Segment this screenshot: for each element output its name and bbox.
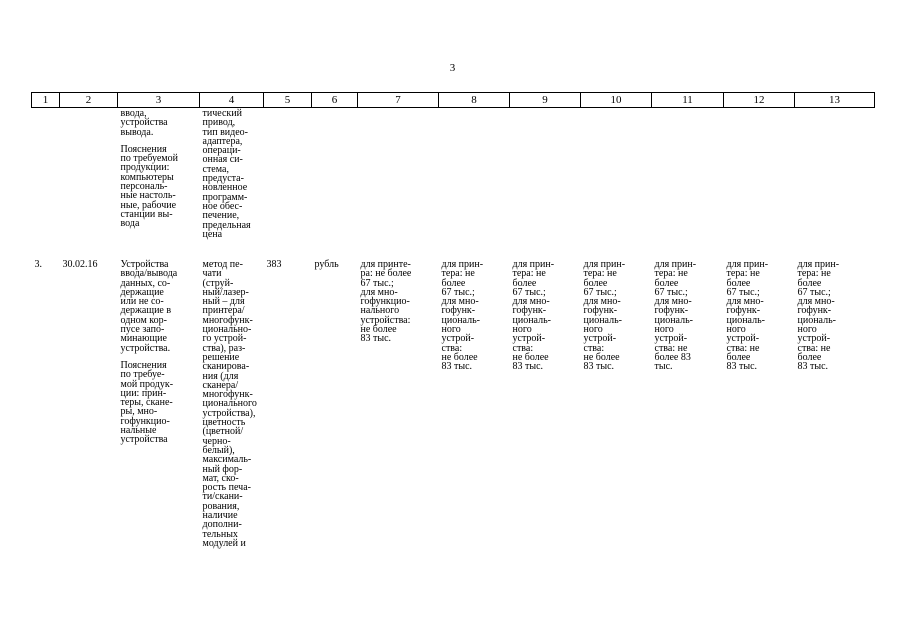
value-text: для прин- тера: не более 67 тыс.; для мно- гофунк- циональ- ного устрой- ства: не более 83 тыс. <box>512 259 555 373</box>
cell-characteristics <box>200 108 264 256</box>
cell-value <box>795 108 875 256</box>
header-row <box>32 93 875 108</box>
header-cell-7: 7 <box>358 93 439 108</box>
header-cell-3: 3 <box>118 93 200 108</box>
cell-value <box>358 108 439 256</box>
cell-value <box>795 255 875 548</box>
value-text: для прин- тера: не более 67 тыс.; для мно- гофунк- циональ- ного устрой- ства: не более 83 тыс. <box>726 259 769 373</box>
cell-code: 30.02.16 <box>62 259 98 270</box>
table-row-continued <box>32 108 875 256</box>
cell-value <box>581 108 652 256</box>
cell-value <box>358 255 439 548</box>
value-text: для прин- тера: не более 67 тыс.; для мно- гофунк- циональ- ного устрой- ства: не более 83 тыс. <box>797 259 840 373</box>
product-name: ввода, устройства вывода. <box>120 108 168 138</box>
header-cell-5: 5 <box>264 93 312 108</box>
cell-number: 3. <box>34 259 42 270</box>
cell-value <box>510 108 581 256</box>
cell-code <box>60 108 118 256</box>
cell-unit-code <box>264 108 312 256</box>
header-cell-10: 10 <box>581 93 652 108</box>
cell-name <box>118 255 200 548</box>
header-cell-8: 8 <box>439 93 510 108</box>
cell-value <box>724 255 795 548</box>
cell-value <box>510 255 581 548</box>
header-cell-2: 2 <box>60 93 118 108</box>
product-note: Пояснения по требуе- мой продук- ции: прин- теры, скане- ры, мно- гофункцио- нальные устройства <box>120 359 174 446</box>
header-cell-1: 1 <box>32 93 60 108</box>
cell-value <box>439 255 510 548</box>
value-text: для принте- ра: не более 67 тыс.; для мно- гофункцио- нального устройства: не более 83 тыс. <box>360 259 412 345</box>
value-text: для прин- тера: не более 67 тыс.; для мно- гофунк- циональ- ного устрой- ства: не более 83 тыс. <box>654 259 697 373</box>
header-cell-13: 13 <box>795 93 875 108</box>
header-cell-6: 6 <box>312 93 358 108</box>
cell-value <box>439 108 510 256</box>
cell-name <box>118 108 200 256</box>
header-cell-9: 9 <box>510 93 581 108</box>
header-cell-12: 12 <box>724 93 795 108</box>
product-note: Пояснения по требуемой продукции: компьютеры персональ- ные настоль- ные, рабочие станции вы- вода <box>120 143 178 230</box>
cell-number <box>32 108 60 256</box>
page-number: 3 <box>449 62 456 74</box>
cell-characteristics <box>200 255 264 548</box>
cell-value <box>581 255 652 548</box>
characteristics-text: метод пе- чати (струй- ный/лазер- ный – для принтера/ многофунк- ционально- го устрой- ства), раз- решение сканирова- ния (для сканера/ многофунк- ционального устройства), цветность (цветной/ черно- белый), максималь- ный фор- мат, ско- рость печа- ти/скани- рования, наличие дополни- тельных модулей и <box>202 259 257 549</box>
cell-value <box>652 108 724 256</box>
cell-unit-name: рубль <box>314 259 339 270</box>
cell-unit-code: 383 <box>266 259 282 270</box>
table-row <box>32 255 875 548</box>
cell-value <box>724 108 795 256</box>
value-text: для прин- тера: не более 67 тыс.; для мно- гофунк- циональ- ного устрой- ства: не более 83 тыс. <box>583 259 626 373</box>
requirements-table <box>31 92 875 548</box>
header-cell-11: 11 <box>652 93 724 108</box>
value-text: для прин- тера: не более 67 тыс.; для мно- гофунк- циональ- ного устрой- ства: не более 83 тыс. <box>441 259 484 373</box>
characteristics-text: тический привод, тип видео- адаптера, операци- онная си- стема, предуста- новленное программ- ное обес- печение, предельная цена <box>202 108 251 240</box>
cell-value <box>652 255 724 548</box>
cell-unit-name <box>312 108 358 256</box>
product-name: Устройства ввода/вывода данных, со- держащие или не со- держащие в одном кор- пусе запо- минающие устройства. <box>120 259 178 354</box>
header-cell-4: 4 <box>200 93 264 108</box>
